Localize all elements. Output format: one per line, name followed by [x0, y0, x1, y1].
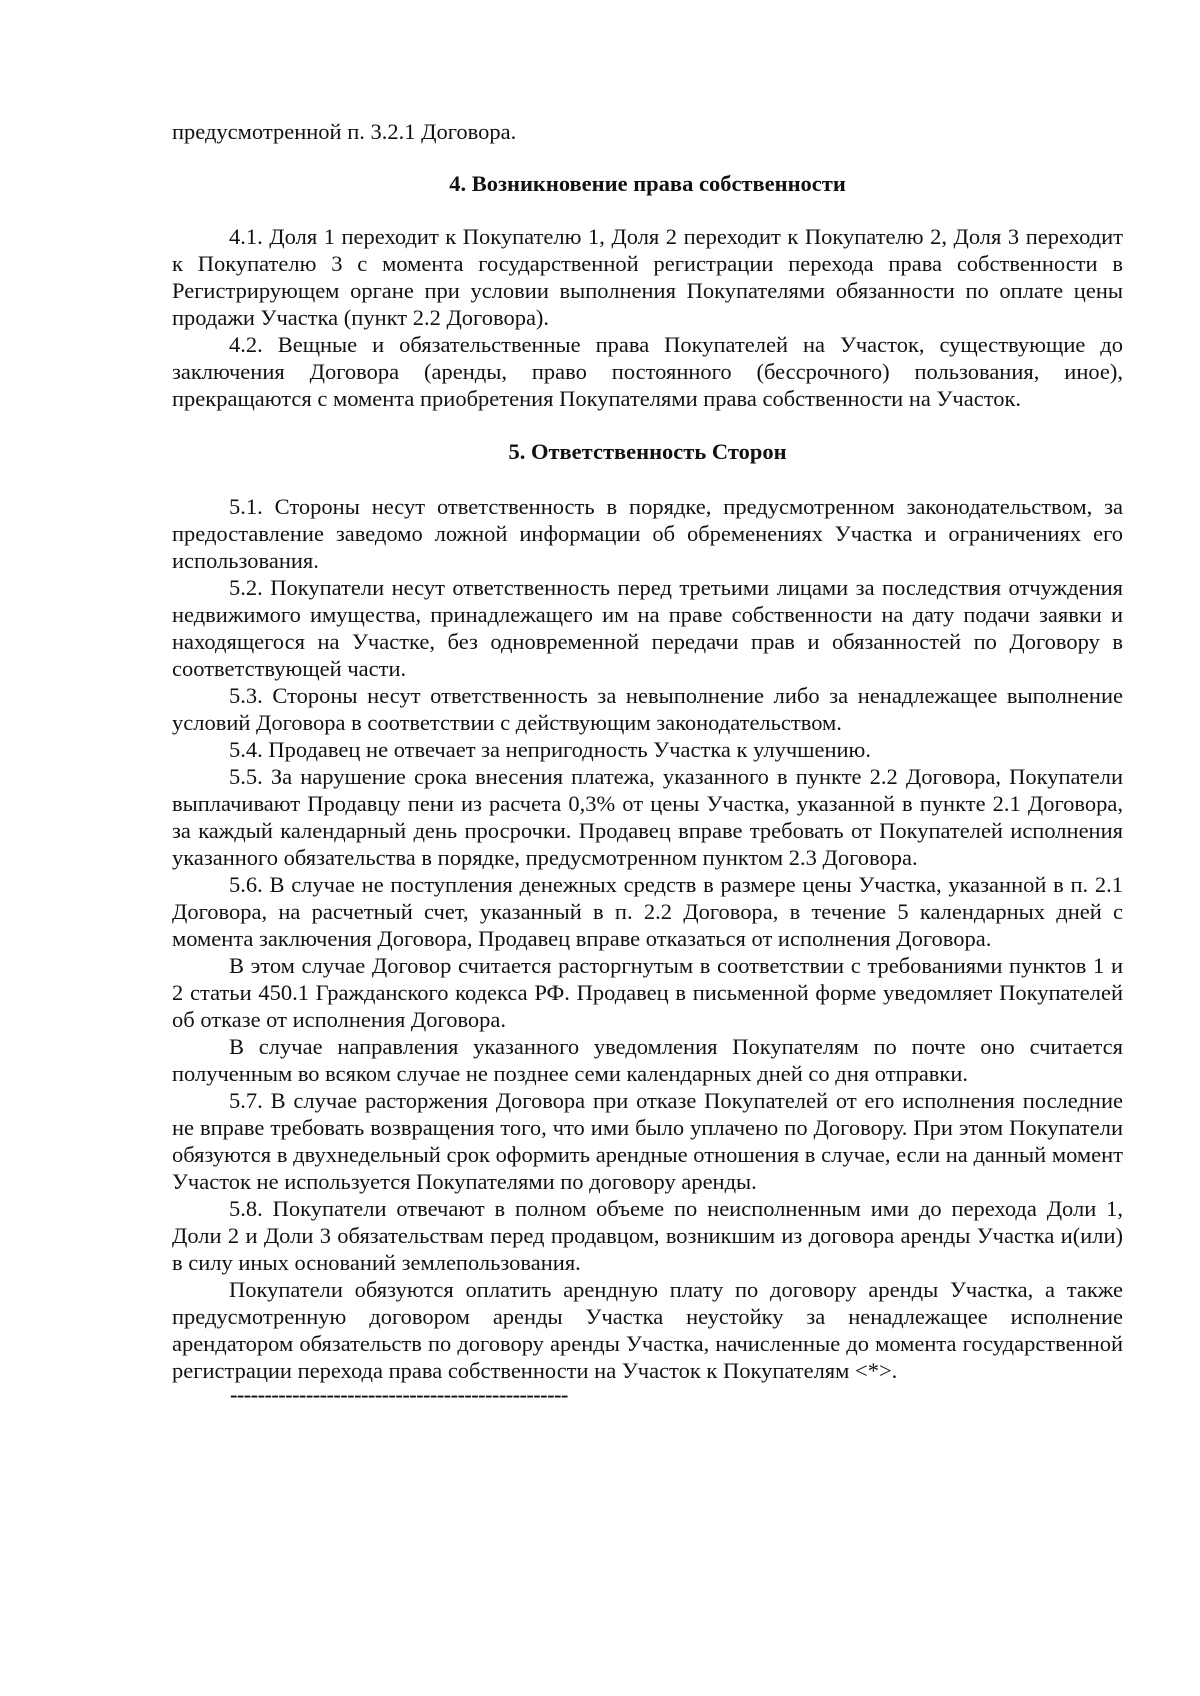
- paragraph-5-7: 5.7. В случае расторжения Договора при отказе Покупателей от его исполнения последние не вправе требовать возвращения того, что ими было уплачено по Договору. При этом Покупатели обязуются в двухнедельный срок оформить арендные отношения в случае, если на данный момент Участок не используется Покупателями по договору аренды.: [172, 1088, 1123, 1194]
- paragraph-5-8-rent: Покупатели обязуются оплатить арендную плату по договору аренды Участка, а также предусмотренную договором аренды Участка неустойку за ненадлежащее исполнение арендатором обязательств по договору аренды Участка, начисленные до момента государственной регистрации перехода права собственности на Участок к Покупателям <*>.: [172, 1277, 1123, 1383]
- section-4-heading: 4. Возникновение права собственности: [449, 171, 846, 196]
- section-5-heading: 5. Ответственность Сторон: [508, 439, 787, 464]
- paragraph-5-2: 5.2. Покупатели несут ответственность перед третьими лицами за последствия отчуждения недвижимого имущества, принадлежащего им на праве собственности на дату подачи заявки и находящегося на Участке, без одновременной передачи прав и обязанностей по Договору в соответствующей части.: [172, 575, 1123, 681]
- paragraph-5-6-notice: В случае направления указанного уведомления Покупателям по почте оно считается полученным во всяком случае не позднее семи календарных дней со дня отправки.: [172, 1034, 1123, 1086]
- paragraph-4-2: 4.2. Вещные и обязательственные права Покупателей на Участок, существующие до заключения Договора (аренды, право постоянного (бессрочного) пользования, иное), прекращаются с момента приобретения Покупателями права собственности на Участок.: [172, 332, 1123, 411]
- paragraph-5-6: 5.6. В случае не поступления денежных средств в размере цены Участка, указанной в п. 2.1 Договора, на расчетный счет, указанный в п. 2.2 Договора, в течение 5 календарных дней с момента заключения Договора, Продавец вправе отказаться от исполнения Договора.: [172, 872, 1123, 951]
- intro-line: предусмотренной п. 3.2.1 Договора.: [172, 119, 517, 144]
- document-page: [172, 118, 1123, 1406]
- paragraph-4-1: 4.1. Доля 1 переходит к Покупателю 1, Доля 2 переходит к Покупателю 2, Доля 3 переходит к Покупателю 3 с момента государственной регистрации перехода права собственности в Регистрирующем органе при условии выполнения Покупателями обязанности по оплате цены продажи Участка (пункт 2.2 Договора).: [172, 224, 1123, 330]
- paragraph-5-3: 5.3. Стороны несут ответственность за невыполнение либо за ненадлежащее выполнение условий Договора в соответствии с действующим законодательством.: [172, 683, 1123, 735]
- paragraph-5-4: 5.4. Продавец не отвечает за непригодность Участка к улучшению.: [229, 737, 871, 762]
- paragraph-5-5: 5.5. За нарушение срока внесения платежа, указанного в пункте 2.2 Договора, Покупатели выплачивают Продавцу пени из расчета 0,3% от цены Участка, указанной в пункте 2.1 Договора, за каждый календарный день просрочки. Продавец вправе требовать от Покупателей исполнения указанного обязательства в порядке, предусмотренном пунктом 2.3 Договора.: [172, 764, 1123, 870]
- paragraph-5-1: 5.1. Стороны несут ответственность в порядке, предусмотренном законодательством, за предоставление заведомо ложной информации об обременениях Участка и ограничениях его использования.: [172, 494, 1123, 573]
- paragraph-5-6-termination: В этом случае Договор считается расторгнутым в соответствии с требованиями пунктов 1 и 2 статьи 450.1 Гражданского кодекса РФ. Продавец в письменной форме уведомляет Покупателей об отказе от исполнения Договора.: [172, 953, 1123, 1032]
- paragraph-5-8: 5.8. Покупатели отвечают в полном объеме по неисполненным ими до перехода Доли 1, Доли 2 и Доли 3 обязательствам перед продавцом, возникшим из договора аренды Участка и(или) в силу иных оснований землепользования.: [172, 1196, 1123, 1275]
- footnote-separator: -------------------------------------------------: [230, 1382, 568, 1407]
